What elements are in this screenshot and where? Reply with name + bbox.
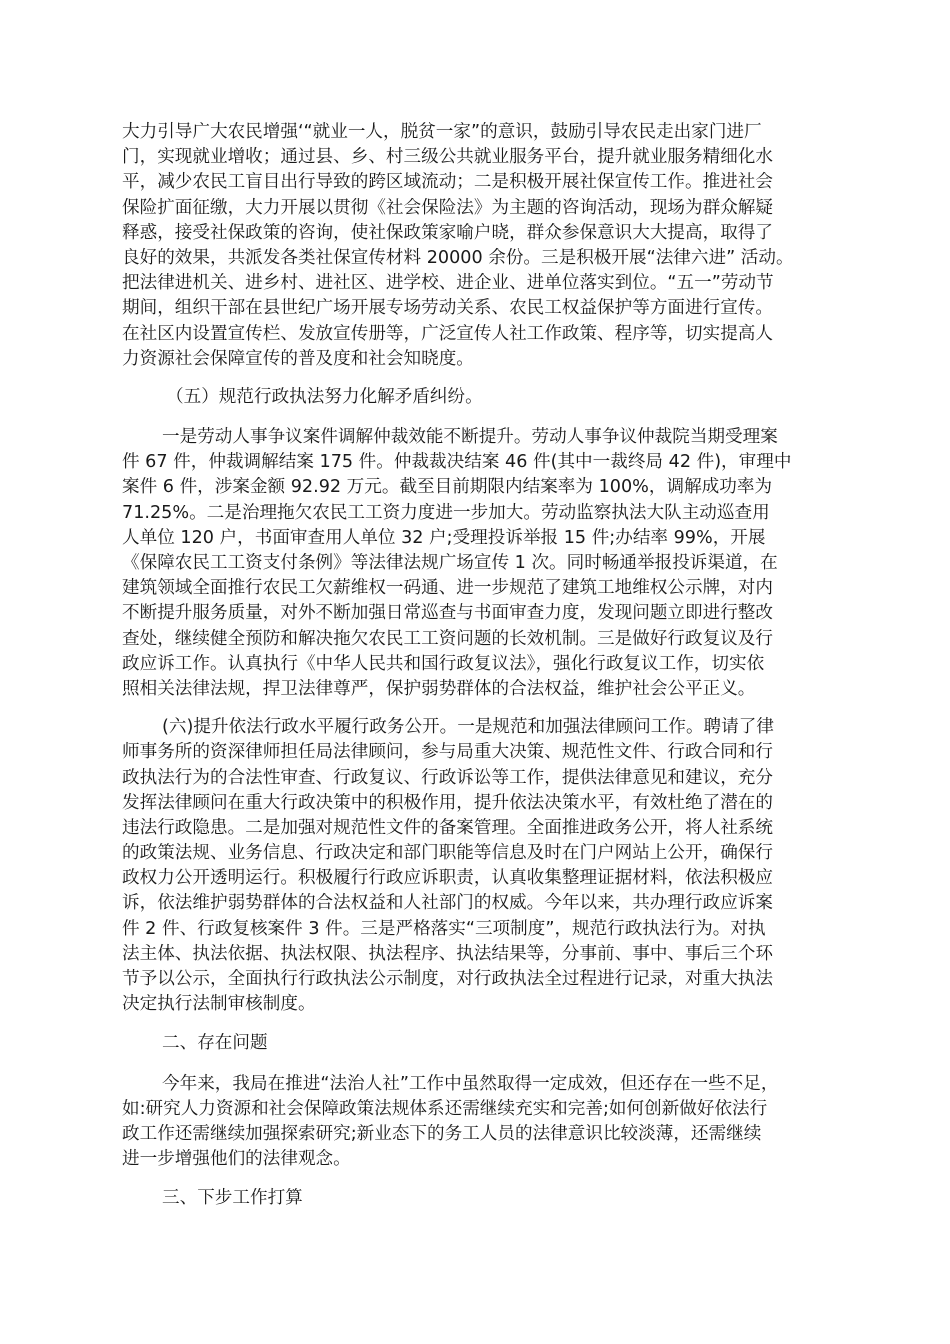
text-line: 把法律进机关、进乡村、进社区、进学校、进企业、进单位落实到位。“五一”劳动节 [122, 273, 774, 294]
text-line: 诉，依法维护弱势群体的合法权益和人社部门的权威。今年以来，共办理行政应诉案 [122, 893, 773, 914]
text-line: 违法行政隐患。二是加强对规范性文件的备案管理。全面推进政务公开，将人社系统 [122, 817, 773, 838]
document-page [122, 120, 852, 1212]
text-line: 保险扩面征缴，大力开展以贯彻《社会保险法》为主题的咨询活动，现场为群众解疑 [122, 197, 773, 218]
text-line: 政执法行为的合法性审查、行政复议、行政诉讼等工作，提供法律意见和建议，充分 [122, 767, 773, 788]
text-line: (六)提升依法行政水平履行政务公开。一是规范和加强法律顾问工作。聘请了律 [162, 717, 774, 738]
paragraph-administration-by-law [122, 715, 852, 1017]
paragraph-labor-dispute-arbitration [122, 425, 852, 702]
text-line: 力资源社会保障宣传的普及度和社会知晓度。 [122, 348, 474, 369]
text-line: 政应诉工作。认真执行《中华人民共和国行政复议法》，强化行政复议工作，切实依 [122, 653, 765, 674]
text-line: 期间，组织干部在县世纪广场开展专场劳动关系、农民工权益保护等方面进行宣传。 [122, 298, 773, 319]
text-line: 法主体、执法依据、执法权限、执法程序、执法结果等，分事前、事中、事后三个环 [122, 943, 773, 964]
text-line: 发挥法律顾问在重大行政决策中的积极作用，提升依法决策水平，有效杜绝了潜在的 [122, 792, 773, 813]
text-line: 释惑，接受社保政策的咨询，使社保政策家喻户晓，群众参保意识大大提高，取得了 [122, 222, 773, 243]
text-line: 政工作还需继续加强探索研究;新业态下的务工人员的法律意识比较淡薄，还需继续 [122, 1123, 762, 1144]
text-line: 如:研究人力资源和社会保障政策法规体系还需继续充实和完善;如何创新做好依法行 [122, 1098, 768, 1119]
text-line: 人单位 120 户，书面审查用人单位 32 户;受理投诉举报 15 件;办结率 99%，开展 [122, 527, 766, 548]
text-line: 良好的效果，共派发各类社保宣传材料 20000 余份。三是积极开展“法律六进” 活动。 [122, 247, 794, 268]
text-line: 平，减少农民工盲目出行导致的跨区域流动；二是积极开展社保宣传工作。推进社会 [122, 172, 773, 193]
text-line: 大力引导广大农民增强‘“就业一人，脱贫一家”的意识，鼓励引导农民走出家门进厂 [122, 122, 762, 142]
text-line: 不断提升服务质量，对外不断加强日常巡查与书面审查力度，发现问题立即进行整改 [122, 603, 773, 624]
text-line: 案件 6 件，涉案金额 92.92 万元。截至目前期限内结案率为 100%，调解成功率为 [122, 477, 773, 498]
text-line: 进一步增强他们的法律观念。 [122, 1149, 351, 1170]
text-line: 件 2 件、行政复核案件 3 件。三是严格落实“三项制度”，规范行政执法行为。对执 [122, 918, 766, 939]
text-line: 建筑领域全面推行农民工欠薪维权一码通、进一步规范了建筑工地维权公示牌，对内 [122, 578, 773, 599]
section-heading-five: （五）规范行政执法努力化解矛盾纠纷。 [166, 386, 483, 407]
text-line: 节予以公示，全面执行行政执法公示制度，对行政执法全过程进行记录，对重大执法 [122, 969, 773, 990]
text-line: 查处，继续健全预防和解决拖欠农民工工资问题的长效机制。三是做好行政复议及行 [122, 628, 773, 649]
text-line: 件 67 件，仲裁调解结案 175 件。仲裁裁决结案 46 件(其中一裁终局 42 件)，审理中 [122, 452, 792, 473]
text-line: 政权力公开透明运行。积极履行行政应诉职责，认真收集整理证据材料，依法积极应 [122, 868, 773, 889]
text-line: 一是劳动人事争议案件调解仲裁效能不断提升。劳动人事争议仲裁院当期受理案 [162, 427, 778, 448]
text-line: 《保障农民工工资支付条例》等法律法规广场宣传 1 次。同时畅通举报投诉渠道，在 [122, 553, 778, 574]
text-line: 在社区内设置宣传栏、发放宣传册等，广泛宣传人社工作政策、程序等，切实提高人 [122, 323, 773, 344]
paragraph-social-security-publicity [122, 120, 852, 372]
text-line: 今年来，我局在推进“法治人社”工作中虽然取得一定成效，但还存在一些不足， [162, 1073, 779, 1094]
text-line: 的政策法规、业务信息、行政决定和部门职能等信息及时在门户网站上公开，确保行 [122, 843, 773, 864]
text-line: 师事务所的资深律师担任局法律顾问，参与局重大决策、规范性文件、行政合同和行 [122, 742, 773, 763]
section-heading-next-steps: 三、下步工作打算 [162, 1188, 303, 1209]
text-line: 门，实现就业增收；通过县、乡、村三级公共就业服务平台，提升就业服务精细化水 [122, 147, 773, 168]
section-heading-problems: 二、存在问题 [162, 1033, 268, 1054]
text-line: 决定执行法制审核制度。 [122, 994, 316, 1015]
paragraph-existing-problems [122, 1072, 852, 1173]
text-line: 71.25%。二是治理拖欠农民工工资力度进一步加大。劳动监察执法大队主动巡查用 [122, 502, 770, 523]
text-line: 照相关法律法规，捍卫法律尊严，保护弱势群体的合法权益，维护社会公平正义。 [122, 678, 756, 699]
